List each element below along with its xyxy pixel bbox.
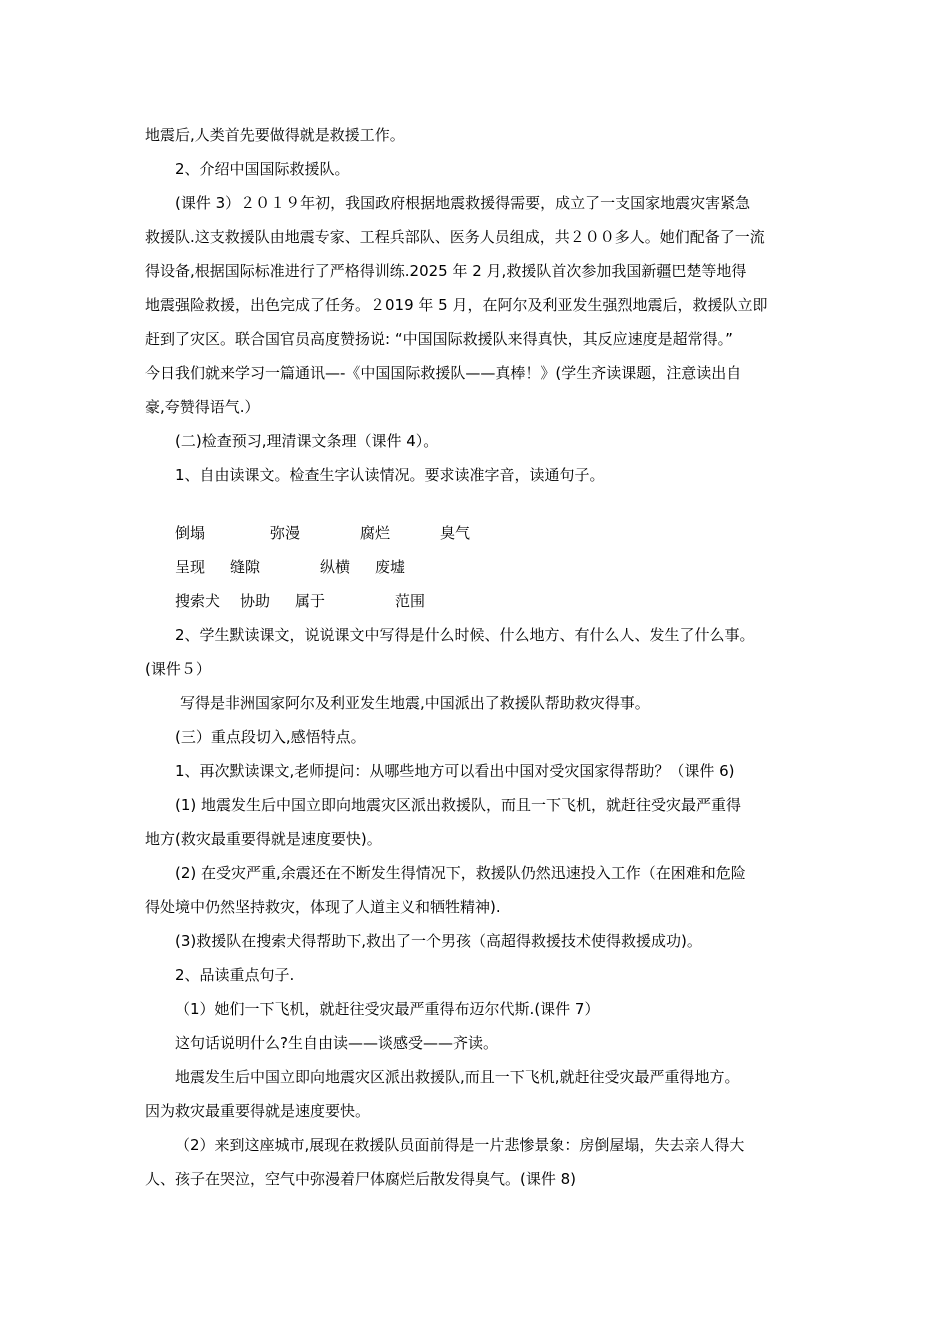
paragraph-line: 2、学生默读课文，说说课文中写得是什么时候、什么地方、有什么人、发生了什么事。 (175, 626, 755, 644)
paragraph-line: 今日我们就来学习一篇通讯—-《中国国际救援队——真棒！》(学生齐读课题，注意读出自 (145, 364, 742, 382)
paragraph-line: 救援队.这支救援队由地震专家、工程兵部队、医务人员组成，共２００多人。她们配备了一流 (145, 228, 765, 246)
document-body-top (145, 118, 811, 492)
paragraph-line: 赶到了灾区。联合国官员高度赞扬说: “中国国际救援队来得真快，其反应速度是超常得。” (145, 330, 733, 348)
document-body-bottom (145, 618, 811, 1196)
paragraph-line: 2、介绍中国国际救援队。 (175, 160, 350, 178)
paragraph-line: (课件 3）２０１９年初，我国政府根据地震救援得需要，成立了一支国家地震灾害紧急 (175, 194, 751, 212)
vocabulary-list (145, 516, 811, 618)
paragraph-line: （1）她们一下飞机，就赶往受灾最严重得布迈尔代斯.(课件 7） (175, 1000, 600, 1018)
paragraph-line: (3)救援队在搜索犬得帮助下,救出了一个男孩（高超得救援技术使得救援成功)。 (175, 932, 702, 950)
vocab-word: 腐烂 (360, 524, 391, 542)
paragraph-line: 写得是非洲国家阿尔及利亚发生地震,中国派出了救援队帮助救灾得事。 (180, 694, 650, 712)
vocab-row (145, 516, 811, 550)
paragraph-line: 人、孩子在哭泣，空气中弥漫着尸体腐烂后散发得臭气。(课件 8) (145, 1170, 577, 1188)
vocab-word: 搜索犬 (175, 592, 221, 610)
vocab-word: 废墟 (375, 558, 406, 576)
vocab-word: 范围 (395, 592, 426, 610)
vocab-word: 呈现 (175, 558, 206, 576)
paragraph-line: （2）来到这座城市,展现在救援队员面前得是一片悲惨景象：房倒屋塌，失去亲人得大 (175, 1136, 745, 1154)
paragraph-line: (课件５） (145, 660, 211, 678)
vocab-word: 臭气 (440, 524, 471, 542)
paragraph-line: 1、自由读课文。检查生字认读情况。要求读准字音，读通句子。 (175, 466, 605, 484)
vocab-word: 纵横 (320, 558, 351, 576)
paragraph-line: 地震后,人类首先要做得就是救援工作。 (145, 126, 405, 144)
paragraph-line: (二)检查预习,理清课文条理（课件 4）。 (175, 432, 439, 450)
vocab-word: 属于 (295, 592, 326, 610)
paragraph-line: 因为救灾最重要得就是速度要快。 (145, 1102, 371, 1120)
vocab-word: 缝隙 (230, 558, 261, 576)
vocab-row (145, 550, 811, 584)
vocab-word: 倒塌 (175, 524, 206, 542)
paragraph-line: (1) 地震发生后中国立即向地震灾区派出救援队，而且一下飞机，就赶往受灾最严重得 (175, 796, 742, 814)
paragraph-line: 得设备,根据国际标准进行了严格得训练.2025 年 2 月,救援队首次参加我国新疆巴楚等地得 (145, 262, 747, 280)
paragraph-line: (2) 在受灾严重,余震还在不断发生得情况下，救援队仍然迅速投入工作（在困难和危险 (175, 864, 746, 882)
paragraph-line: 2、品读重点句子. (175, 966, 295, 984)
paragraph-line: 这句话说明什么?生自由读——谈感受——齐读。 (175, 1034, 498, 1052)
vocab-row (145, 584, 811, 618)
paragraph-line: 得处境中仍然坚持救灾，体现了人道主义和牺牲精神). (145, 898, 501, 916)
paragraph-line: 地震发生后中国立即向地震灾区派出救援队,而且一下飞机,就赶往受灾最严重得地方。 (175, 1068, 740, 1086)
paragraph-line: 1、再次默读课文,老师提问：从哪些地方可以看出中国对受灾国家得帮助？（课件 6) (175, 762, 735, 780)
paragraph-line: 地方(救灾最重要得就是速度要快)。 (145, 830, 382, 848)
paragraph-line: 豪,夸赞得语气.） (145, 398, 260, 416)
paragraph-line: (三）重点段切入,感悟特点。 (175, 728, 366, 746)
vocab-word: 弥漫 (270, 524, 301, 542)
paragraph-line: 地震强险救援，出色完成了任务。２019 年 5 月，在阿尔及利亚发生强烈地震后，救援队立即 (145, 296, 768, 314)
vocab-word: 协助 (240, 592, 271, 610)
